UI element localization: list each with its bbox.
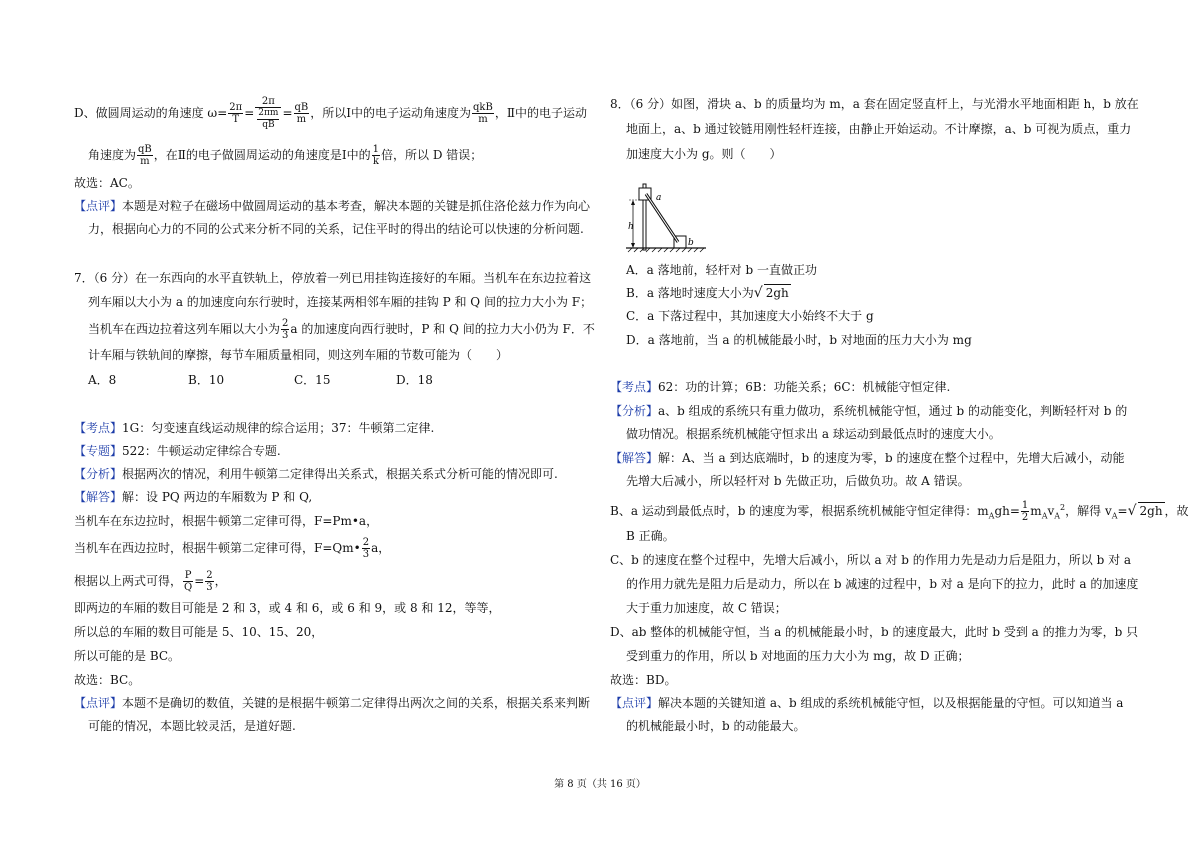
q8-fenxi-line1: 【分析】a、b 组成的系统只有重力做功，系统机械能守恒，通过 b 的动能变化，判断轻杆对 b 的 [610,404,1128,418]
q7-answer: 故选：BC。 [74,673,141,687]
q7-step5: 所以总的车厢的数目可能是 5、10、15、20， [74,625,324,639]
q6-d-line2: 角速度为 $\frac{qB}{m}$ ，在Ⅱ的电子做圆周运动的角速度是Ⅰ中的 $\frac{1}{k}$ 倍，所以 D 错误； [88,144,483,167]
label-a: a [656,193,662,203]
fraction: $\frac{P}{Q}$ [184,570,193,593]
q8-d-explanation-line1: D、ab 整体的机械能守恒，当 a 的机械能最小时，b 的速度最大，此时 b 受到 a 的推力为零，b 只 [610,625,1139,639]
q6-comment-line2: 力，根据向心力的不同的公式来分析不同的关系，记住平时的得出的结论可以快速的分析问题. [88,222,584,236]
fraction: $\frac{qB}{m}$ [294,102,309,125]
q7-option-d: D．18 [396,373,433,387]
q8-stem-line2: 地面上，a、b 通过铰链用刚性轻杆连接，由静止开始运动。不计摩擦，a、b 可视为质点，重力 [626,122,1132,136]
q6-d-line1: D、做圆周运动的角速度 ω= $\frac{2\pi}{T}$ = $\frac{2\pi}{\frac{2\pi m}{qB}}$ = $\frac{qB}{m}$ ，所以Ⅰ中的电子运动角速度为 $\frac{\text{qkB}}{m}$ ，Ⅱ中的电子运动 [74,96,588,130]
sqrt-expression: 2gh [765,286,789,300]
q8-option-d: D．a 落地前，当 a 的机械能最小时，b 对地面的压力大小为 mg [626,333,972,347]
q7-option-b: B．10 [188,373,225,387]
q8-jieda-line1: 【解答】解：A、当 a 到达底端时，b 的速度为零，b 的速度在整个过程中，先增大后减小，动能 [610,451,1125,465]
q8-comment-line2: 的机械能最小时，b 的动能最大。 [626,719,806,733]
fraction: $\frac{1}{k}$ [372,144,380,167]
q7-fenxi: 【分析】根据两次的情况，利用牛顿第二定律得出关系式，根据关系式分析可能的情况即可. [74,467,558,481]
q8-d-explanation-line2: 受到重力的作用，所以 b 对地面的压力大小为 mg，故 D 正确； [626,649,970,663]
q7-step3: 根据以上两式可得， $\frac{P}{Q}$ = $\frac{2}{3}$ ， [74,570,227,593]
q7-jieda: 【解答】解：设 PQ 两边的车厢数为 P 和 Q, [74,490,313,504]
q8-stem-line1: 8．（6 分）如图，滑块 a、b 的质量均为 m，a 套在固定竖直杆上，与光滑水平地面相距 h，b 放在 [610,97,1139,111]
q8-b-explanation-line1: B、a 运动到最低点时，b 的速度为零，根据系统机械能守恒定律得：$m_Agh=$ $\frac{1}{2}$ $m_Av_A^2$，解得 $v_A=√$ 2gh ，故 [610,500,1189,523]
fraction: $\frac{2}{3}$ [362,537,370,560]
q7-stem-line3: 当机车在西边拉着这列车厢以大小为 $\frac{2}{3}$ a 的加速度向西行驶时，P 和 Q 间的拉力大小仍为 F．不 [88,318,595,341]
sqrt-expression: 2gh [1139,504,1163,518]
q6-comment-line1: 【点评】本题是对粒子在磁场中做圆周运动的基本考查，解决本题的关键是抓住洛伦兹力作为向心 [74,199,591,213]
ground-hatching [628,248,704,252]
q7-step1: 当机车在东边拉时，根据牛顿第二定律可得，F=Pm•a， [74,514,379,528]
q8-comment-line1: 【点评】解决本题的关键知道 a、b 组成的系统机械能守恒，以及根据能量的守恒。可以知道当 a [610,696,1124,710]
q7-zhuanti: 【专题】522：牛顿运动定律综合专题. [74,444,281,458]
fraction: $\frac{2}{3}$ [282,318,289,341]
fraction: $\frac{1}{2}$ [1021,500,1029,523]
q8-fenxi-line2: 做功情况。根据系统机械能守恒求出 a 球运动到最低点时的速度大小。 [626,427,1001,441]
fraction: $\frac{qB}{m}$ [138,144,152,167]
q8-c-explanation-line2: 的作用力就先是阻力后是动力，所以在 b 减速的过程中，b 对 a 是向下的拉力，此时 a 的加速度 [626,577,1139,591]
fraction: $\frac{2\pi}{T}$ [229,102,243,125]
q8-c-explanation-line1: C、b 的速度在整个过程中，先增大后减小，所以 a 对 b 的作用力先是动力后是阻力，所以 b 对 a [610,553,1132,567]
q8-option-b: B．a 落地时速度大小为√ 2gh [626,285,789,301]
q8-stem-line3: 加速度大小为 g。则（ ） [626,147,782,161]
q7-kaodian: 【考点】1G：匀变速直线运动规律的综合运用；37：牛顿第二定律. [74,421,435,435]
q7-step4: 即两边的车厢的数目可能是 2 和 3，或 4 和 6，或 6 和 9，或 8 和 12，等等， [74,601,501,615]
q7-option-c: C．15 [294,373,331,387]
q7-comment-line2: 可能的情况，本题比较灵活，是道好题. [88,719,296,733]
fraction: $\frac{2}{3}$ [206,570,213,593]
q8-answer: 故选：BD。 [610,673,677,687]
fraction: $\frac{\text{qkB}}{m}$ [473,102,493,125]
q7-step6: 所以可能的是 BC。 [74,649,181,663]
q8-kaodian: 【考点】62：功的计算；6B：功能关系；6C：机械能守恒定律. [610,380,951,394]
q8-option-c: C．a 下落过程中，其加速度大小始终不大于 g [626,309,874,323]
q7-stem-line1: 7．（6 分）在一东西向的水平直铁轨上，停放着一列已用挂钩连接好的车厢。当机车在东边拉着这 [74,271,592,285]
q8-c-explanation-line3: 大于重力加速度，故 C 错误； [626,601,787,615]
q7-stem-line2: 列车厢以大小为 a 的加速度向东行驶时，连接某两相邻车厢的挂钩 P 和 Q 间的拉力大小为 F； [88,295,593,309]
sliding-blocks-diagram [626,182,706,262]
q7-stem-line4: 计车厢与铁轨间的摩擦，每节车厢质量相同，则这列车厢的节数可能为（ ） [88,348,509,362]
q6-answer: 故选：AC。 [74,176,140,190]
q8-b-explanation-line2: B 正确。 [626,529,675,543]
q8-jieda-line2: 先增大后减小，所以轻杆对 b 先做正功，后做负功。故 A 错误。 [626,474,970,488]
label-b: b [688,238,694,248]
q7-option-a: A．8 [88,373,117,387]
q7-step2: 当机车在西边拉时，根据牛顿第二定律可得，F=Qm• $\frac{2}{3}$ a， [74,537,391,560]
q7-comment-line1: 【点评】本题不是确切的数值，关键的是根据牛顿第二定律得出两次之间的关系，根据关系来判断 [74,696,591,710]
comment-tag: 【点评】 [74,199,123,213]
label-h: h [628,222,634,232]
q8-option-a: A．a 落地前，轻杆对 b 一直做正功 [626,263,817,277]
fraction: $\frac{2\pi}{\frac{2\pi m}{qB}}$ [255,96,281,131]
page-footer: 第 8 页（共 16 页） [554,779,646,790]
